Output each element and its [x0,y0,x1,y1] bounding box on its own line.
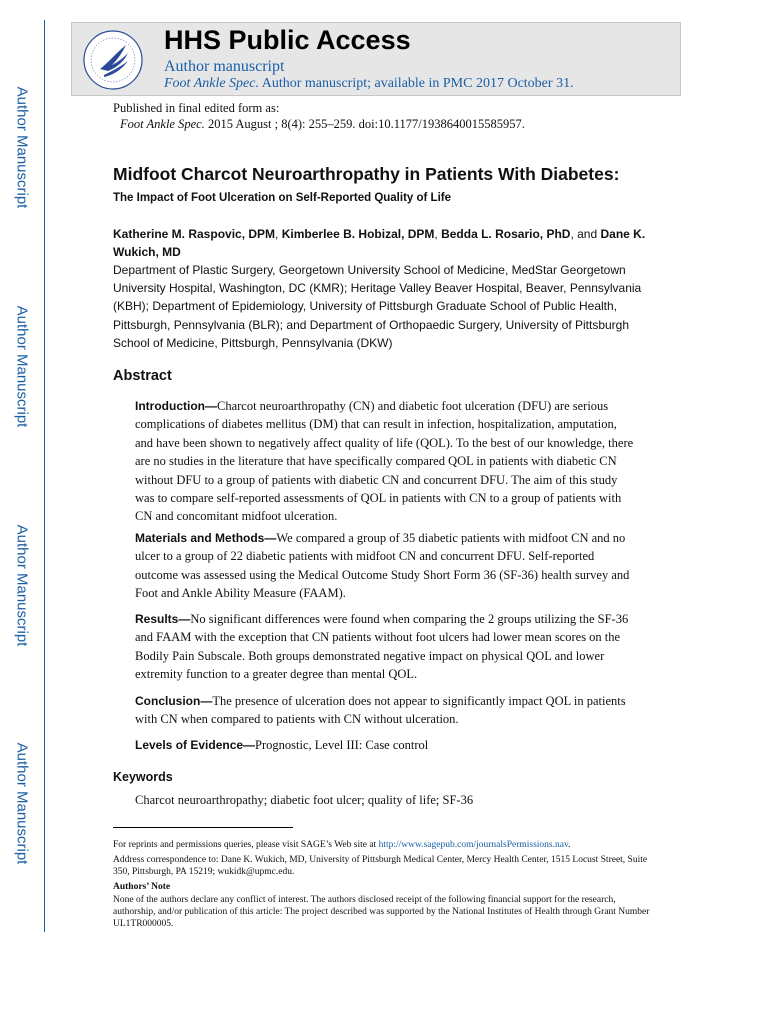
affiliations: Department of Plastic Surgery, Georgetown University School of Medicine, MedStar Georgetown University Hospital, Washington, DC (KMR); Heritage Valley Beaver Hospital, Beaver, Pennsylvania (KBH); Department of Epidemiology, University of Pittsburgh Graduate School of Public Health, Pittsburgh, Pennsylvania (BLR); and Department of Orthopaedic Surgery, University of Pittsburgh School of Medicine, Pittsburgh, Pennsylvania (DKW) [113,263,642,350]
author-list: Katherine M. Raspovic, DPM, Kimberlee B. Hobizal, DPM, Bedda L. Rosario, PhD, and Dane K. Wukich, MD [113,227,646,259]
footnote-address: Address correspondence to: Dane K. Wukich, MD, University of Pittsburgh Medical Center, Mercy Health Center, 1515 Locust Street, Suite 350, Pittsburgh, PA 15219; wukidk@upmc.edu. [113,855,648,878]
footnote-reprints: For reprints and permissions queries, please visit SAGE’s Web site at http://www.sagepub.com/journalsPermissions.nav. [113,840,571,850]
header-banner [71,22,681,96]
paper-subtitle: The Impact of Foot Ulceration on Self-Reported Quality of Life [113,192,451,204]
authors-note: None of the authors declare any conflict of interest. The authors disclosed receipt of the following financial support for the research, authorship, and/or publication of this article: The project described was supported by the National Institutes of Health through Grant Number UL1TR000005. [113,895,650,930]
abstract-conclusion: Conclusion—The presence of ulceration does not appear to significantly impact QOL in patients with CN when compared to patients with CN without ulceration. [135,694,626,727]
published-note: Published in final edited form as: Foot Ankle Spec. 2015 August ; 8(4): 255–259. doi:10.1177/1938640015585957. [113,101,525,131]
citation: Foot Ankle Spec. 2015 August ; 8(4): 255–259. doi:10.1177/1938640015585957. [120,117,525,131]
side-rule [44,20,45,932]
side-label-1: Author Manuscript [13,86,31,208]
side-label-3: Author Manuscript [13,524,31,646]
footnote-rule [113,827,293,828]
authors-note-heading: Authors’ Note [113,882,171,892]
paper-title: Midfoot Charcot Neuroarthropathy in Patients With Diabetes: [113,164,620,184]
abstract-methods: Materials and Methods—We compared a group of 35 diabetic patients with midfoot CN and no ulcer to a group of 22 diabetic patients with midfoot CN and concurrent DFU. Self-reported outcome was assessed using the Medical Outcome Study Short Form 36 (SF-36) health survey and Foot and Ankle Ability Measure (FAAM). [135,531,630,601]
hhs-eagle-logo-icon [82,29,144,91]
banner-journal-line: Foot Ankle Spec. Author manuscript; available in PMC 2017 October 31. [164,76,574,91]
side-label-4: Author Manuscript [13,742,31,864]
abstract-results: Results—No significant differences were found when comparing the 2 groups utilizing the SF-36 and FAAM with the exception that CN patients without foot ulcers had lower mean scores on the Bodily Pain Subscale. Both groups demonstrated negative impact on physical QOL and lower extremity function to a greater degree than mental QOL. [135,612,629,682]
abstract-heading: Abstract [113,368,172,384]
banner-title: HHS Public Access [164,25,411,55]
banner-subtitle: Author manuscript [164,58,285,75]
abstract-levels: Levels of Evidence—Prognostic, Level III: Case control [135,738,429,752]
permissions-link[interactable]: http://www.sagepub.com/journalsPermissions.nav [378,840,569,850]
side-label-2: Author Manuscript [13,305,31,427]
abstract-introduction: Introduction—Charcot neuroarthropathy (CN) and diabetic foot ulceration (DFU) are serious complications of diabetes mellitus (DM) that can result in infection, hospitalization, amputation, and have been shown to negatively affect quality of life (QOL). To the best of our knowledge, there are no studies in the literature that have specifically compared QOL in patients with diabetic CN without DFU to a group of patients with diabetic CN and concurrent DFU. The aim of this study was to compare self-reported assessments of QOL in patients with CN to a group of patients with CN and concomitant midfoot ulceration. [135,399,634,524]
keywords-heading: Keywords [113,770,173,784]
keywords-list: Charcot neuroarthropathy; diabetic foot ulcer; quality of life; SF-36 [135,793,474,807]
